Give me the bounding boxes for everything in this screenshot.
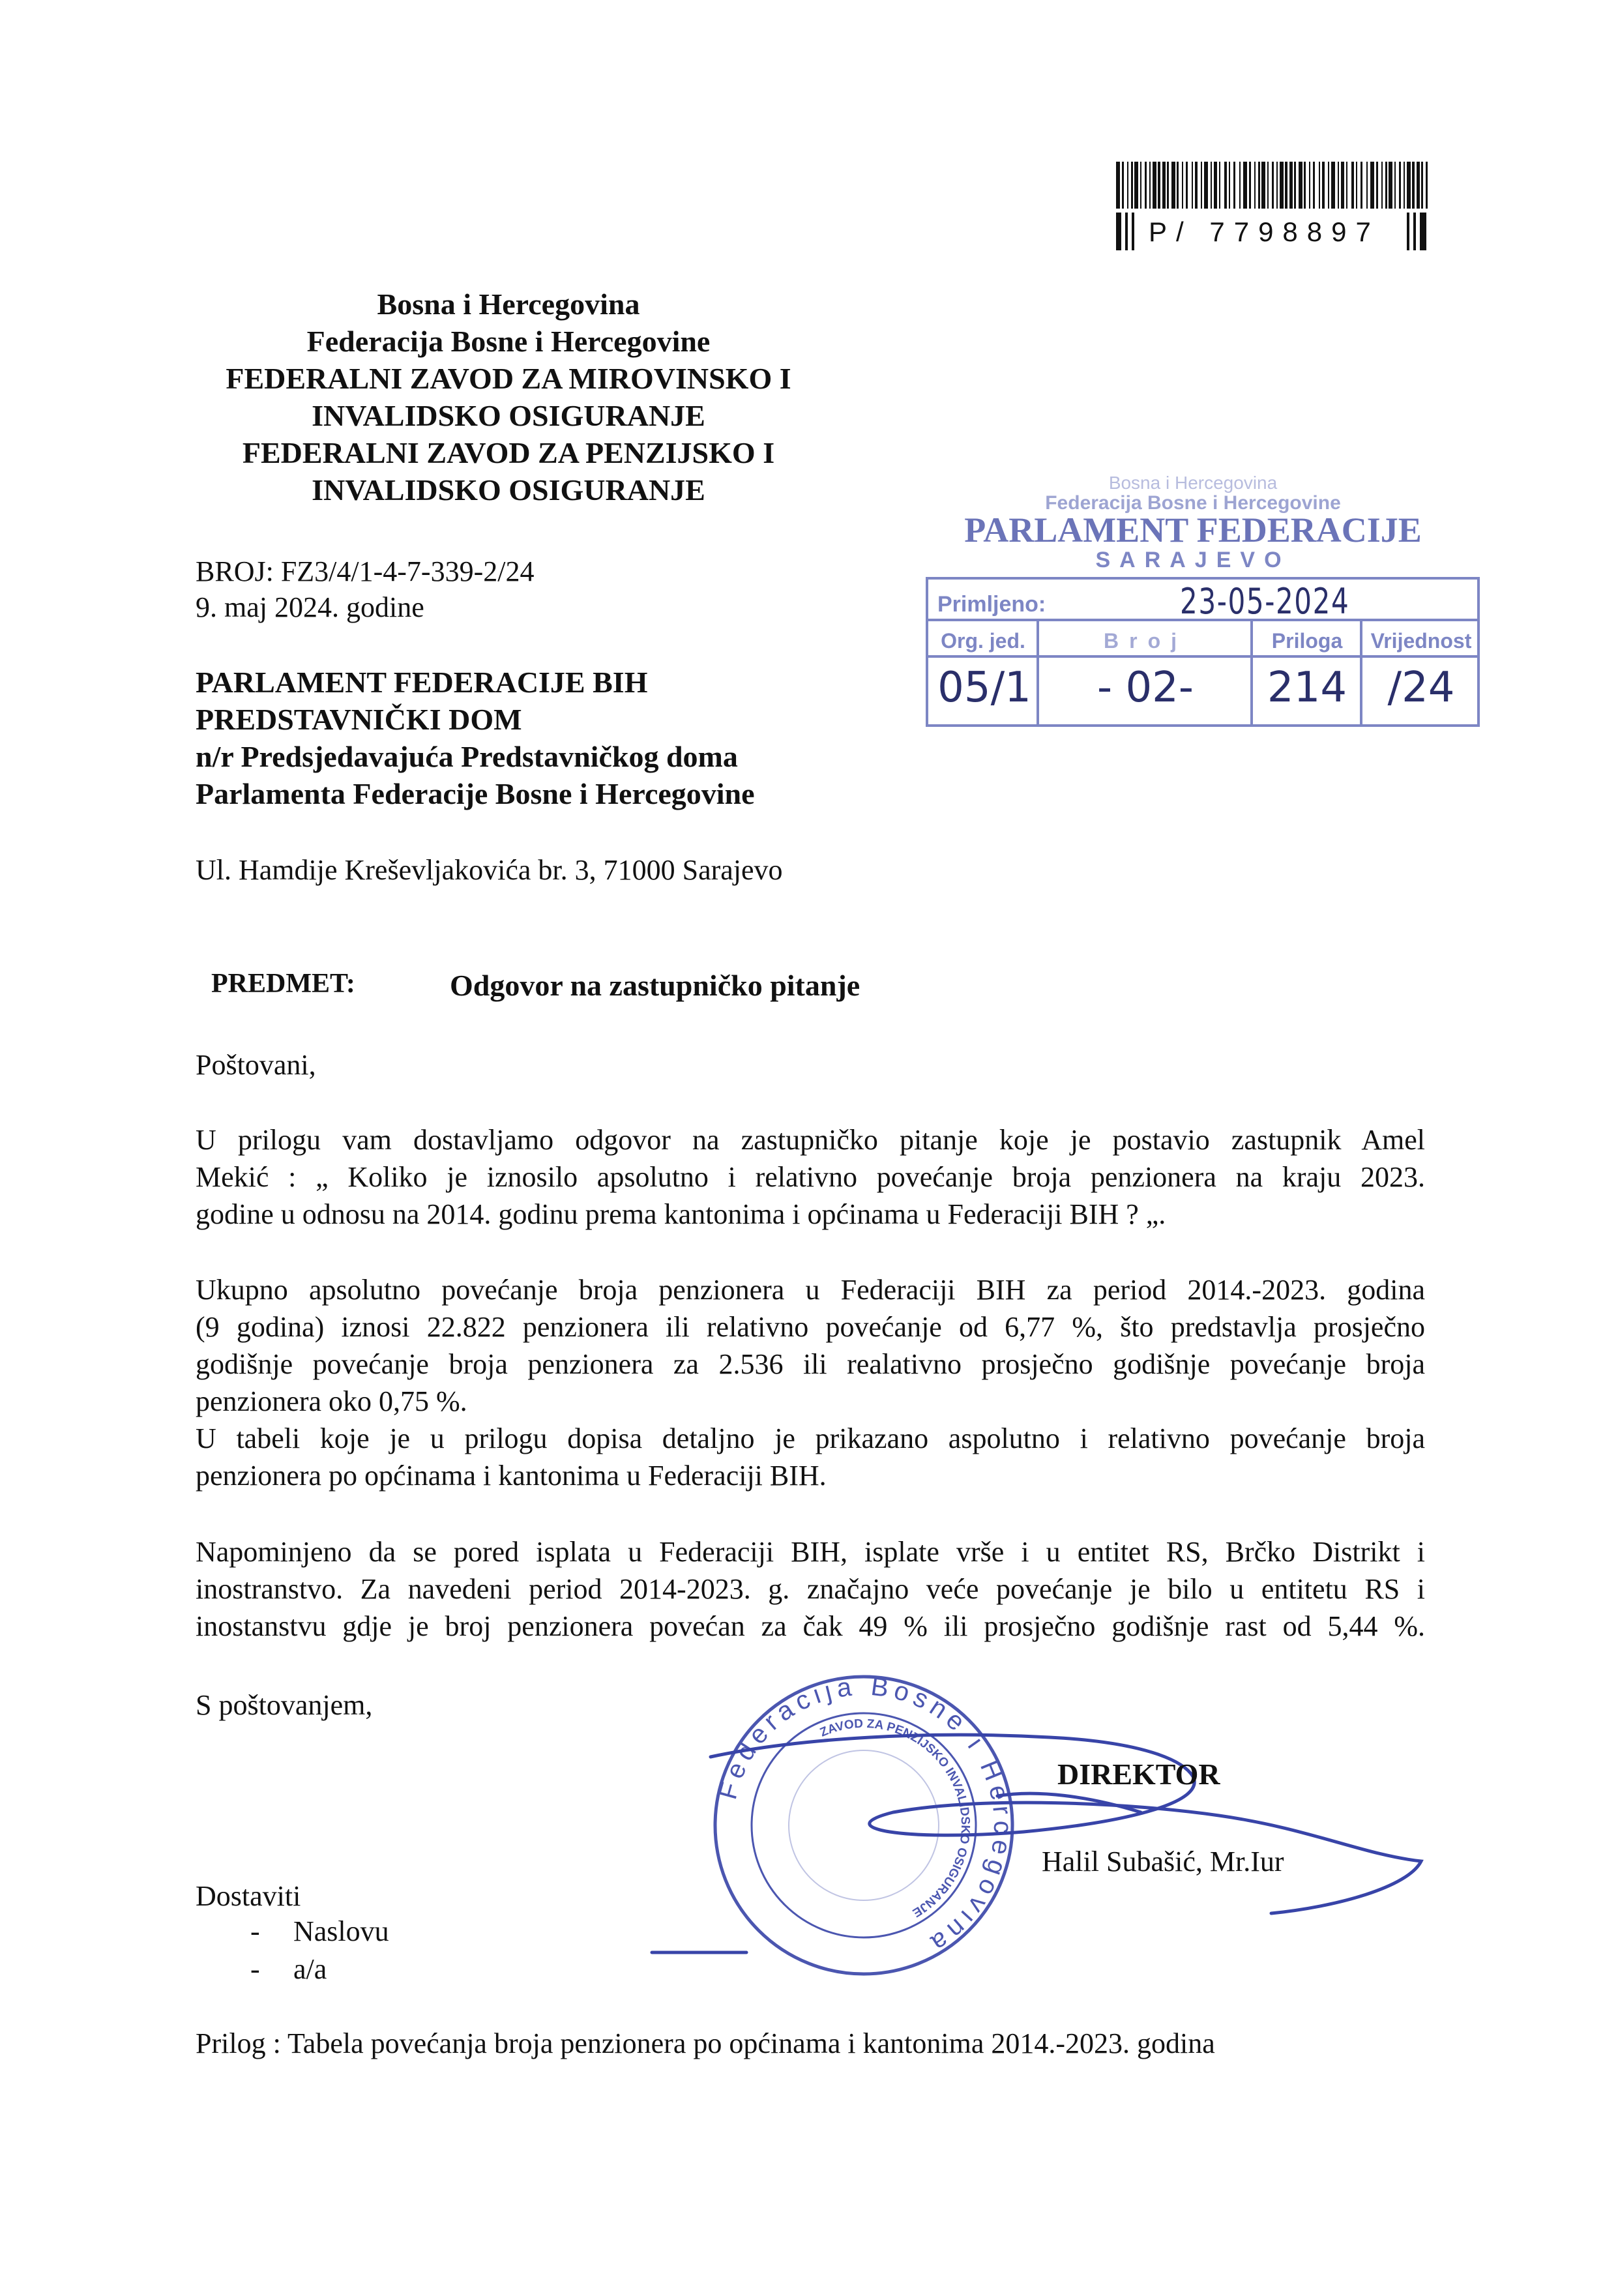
subject-text: Odgovor na zastupničko pitanje xyxy=(450,969,860,1002)
barcode-bar xyxy=(1309,162,1310,209)
barcode-bar xyxy=(1204,162,1208,209)
stamp-received-label: Primljeno: xyxy=(937,592,1046,617)
paragraph-line: penzionera po općinama i kantonima u Federaciji BIH. xyxy=(196,1460,827,1492)
stamp-col-attachments: Priloga xyxy=(1271,629,1343,653)
reference-number: BROJ: FZ3/4/1-4-7-339-2/24 xyxy=(196,555,535,587)
barcode-bar xyxy=(1145,162,1147,209)
barcode-bar xyxy=(1407,162,1411,209)
barcode-bar xyxy=(1338,162,1339,209)
handwritten-signature xyxy=(632,1698,1441,1972)
barcode-bar xyxy=(1201,162,1202,209)
barcode-bar xyxy=(1399,162,1401,209)
stamp-val-attachments: 214 xyxy=(1267,664,1347,712)
barcode-bar xyxy=(1381,162,1383,209)
barcode-bar xyxy=(1366,162,1368,209)
barcode-bar xyxy=(1294,162,1296,209)
barcode-bar xyxy=(1331,162,1335,209)
barcode-bar xyxy=(1389,162,1392,209)
barcode-bar xyxy=(1233,162,1235,209)
barcode-bar xyxy=(1356,162,1357,209)
stamp-val-number: - 02- xyxy=(1097,664,1194,712)
barcode-bar xyxy=(1267,162,1269,209)
paragraph-line: godine u odnosu na 2014. godinu prema kantonima i općinama u Federaciji BIH ? „. xyxy=(196,1198,1166,1230)
stamp-val-value: /24 xyxy=(1387,664,1455,712)
header-institution-line1: FEDERALNI ZAVOD ZA MIROVINSKO I xyxy=(226,362,791,395)
stamp-entity: Federacija Bosne i Hercegovine xyxy=(1045,492,1341,514)
barcode-bar xyxy=(1299,162,1302,209)
header-institution-line2: INVALIDSKO OSIGURANJE xyxy=(312,399,705,432)
header-institution-line3: FEDERALNI ZAVOD ZA PENZIJSKO I xyxy=(242,436,775,469)
barcode-bar xyxy=(1319,162,1320,209)
stamp-received-date: 23-05-2024 xyxy=(1180,581,1350,622)
barcode-bar xyxy=(1211,162,1212,209)
barcode-bar xyxy=(1116,162,1120,209)
header-entity: Federacija Bosne i Hercegovine xyxy=(306,325,711,358)
barcode-bar xyxy=(1149,162,1151,209)
barcode-bar xyxy=(1158,162,1160,209)
distribution-bullet: - xyxy=(250,1953,260,1985)
paragraph-line: inostanstvu gdje je broj penzionera povećan za čak 49 % ili prosječno godišnje rast od 5,44 %. xyxy=(196,1610,1425,1642)
barcode-bar xyxy=(1249,162,1251,209)
barcode-bar xyxy=(1313,162,1315,209)
barcode-bar xyxy=(1239,162,1241,209)
paragraph-line: inostranstvo. Za navedeni period 2014-2023. g. značajno veće povećanje je bilo u entitetu RS i xyxy=(196,1573,1425,1605)
distribution-item: Naslovu xyxy=(293,1915,389,1947)
barcode-bar xyxy=(1254,162,1256,209)
paragraph-line: U prilogu vam dostavljamo odgovor na zastupničko pitanje koje je postavio zastupnik Amel xyxy=(196,1124,1425,1156)
barcode-number: P/ 7798897 xyxy=(1149,216,1380,247)
barcode-bar xyxy=(1140,162,1141,209)
paragraph-line: Ukupno apsolutno povećanje broja penzionera u Federaciji BIH za period 2014.-2023. godina xyxy=(196,1274,1425,1306)
recipient-line4: Parlamenta Federacije Bosne i Hercegovine xyxy=(196,777,755,810)
barcode-bar xyxy=(1394,162,1396,209)
paragraph-line: (9 godina) iznosi 22.822 penzionera ili relativno povećanje od 6,77 %, što predstavlja prosječno xyxy=(196,1311,1425,1343)
barcode-bar xyxy=(1289,162,1293,209)
paragraph-notes xyxy=(196,1533,1425,1645)
barcode-bar xyxy=(1361,162,1362,209)
barcode-bar xyxy=(1370,162,1374,209)
barcode-bar xyxy=(1404,162,1405,209)
barcode-bar xyxy=(1412,162,1415,209)
signature-name: Halil Subašić, Mr.Iur xyxy=(1042,1846,1284,1877)
stamp-country: Bosna i Hercegovina xyxy=(1108,473,1278,493)
barcode-bar xyxy=(1177,162,1179,209)
barcode-bar xyxy=(1426,162,1428,209)
distribution-label: Dostaviti xyxy=(196,1880,301,1912)
barcode-bar xyxy=(1162,162,1166,209)
barcode-bar xyxy=(1182,162,1183,209)
barcode-bar xyxy=(1167,162,1169,209)
barcode-bar xyxy=(1122,162,1124,209)
barcode-bar xyxy=(1229,162,1230,209)
salutation: Poštovani, xyxy=(196,1049,316,1081)
stamp-val-org: 05/1 xyxy=(937,664,1031,712)
stamp-parliament: PARLAMENT FEDERACIJE xyxy=(964,510,1422,550)
distribution-item: a/a xyxy=(293,1953,327,1985)
barcode-bar xyxy=(1280,162,1284,209)
barcode-bar xyxy=(1328,162,1329,209)
sender-header xyxy=(169,286,847,508)
recipient-line2: PREDSTAVNIČKI DOM xyxy=(196,703,522,736)
paragraph-line: Napominjeno da se pored isplata u Federaciji BIH, isplate vrše i u entitet RS, Brčko Distrikt i xyxy=(196,1536,1425,1568)
recipient-address: Ul. Hamdije Kreševljakovića br. 3, 71000 Sarajevo xyxy=(196,854,783,886)
paragraph-statistics xyxy=(196,1271,1425,1494)
barcode-bar xyxy=(1195,162,1198,209)
barcode-bar xyxy=(1417,162,1420,209)
barcode-bar xyxy=(1351,162,1354,209)
barcode-bar xyxy=(1243,162,1247,209)
stamp-city: SARAJEVO xyxy=(1095,548,1291,572)
barcode-bar xyxy=(1219,162,1220,209)
distribution-bullet: - xyxy=(250,1915,260,1947)
barcode-bar xyxy=(1304,162,1306,209)
barcode-bar xyxy=(1224,162,1227,209)
paragraph-intro xyxy=(196,1121,1425,1233)
barcode-bar xyxy=(1192,162,1193,209)
recipient-line3: n/r Predsjedavajuća Predstavničkog doma xyxy=(196,740,738,773)
barcode-bar xyxy=(1322,162,1325,209)
barcode-bar xyxy=(1376,162,1378,209)
paragraph-line: U tabeli koje je u prilogu dopisa detaljno je prikazano aspolutno i relativno povećanje broja xyxy=(196,1422,1425,1454)
recipient-line1: PARLAMENT FEDERACIJE BIH xyxy=(196,666,648,699)
paragraph-line: Mekić : „ Koliko je iznosilo apsolutno i relativno povećanje broja penzionera na kraju 2023. xyxy=(196,1161,1425,1193)
barcode-bar xyxy=(1134,162,1138,209)
barcode-bar xyxy=(1153,162,1156,209)
attachment-note: Prilog : Tabela povećanja broja penzionera po općinama i kantonima 2014.-2023. godina xyxy=(196,2027,1215,2059)
paragraph-line: godišnje povećanje broja penzionera za 2.536 ili realativno prosječno godišnje povećanje broja xyxy=(196,1348,1425,1380)
stamp-col-org: Org. jed. xyxy=(941,629,1025,653)
barcode-bar xyxy=(1285,162,1287,209)
barcode-bar xyxy=(1346,162,1347,209)
barcode-bar xyxy=(1341,162,1344,209)
barcode-bar xyxy=(1186,162,1188,209)
document-date: 9. maj 2024. godine xyxy=(196,591,424,623)
barcode-bar xyxy=(1385,162,1387,209)
barcode-bar xyxy=(1258,162,1260,209)
barcode-bar xyxy=(1171,162,1175,209)
reception-stamp xyxy=(906,473,1493,746)
header-country: Bosna i Hercegovina xyxy=(377,287,640,321)
subject-label: PREDMET: xyxy=(211,969,355,999)
header-institution-line4: INVALIDSKO OSIGURANJE xyxy=(312,473,705,507)
seal-outer-text: Federacija Bosne i Hercegovina xyxy=(713,1672,1017,1960)
barcode-bar xyxy=(1276,162,1278,209)
closing: S poštovanjem, xyxy=(196,1689,373,1721)
barcode-bar xyxy=(1127,162,1128,209)
barcode-bar xyxy=(1214,162,1217,209)
signature-title: DIREKTOR xyxy=(1057,1758,1220,1791)
barcode-bar xyxy=(1131,162,1133,209)
stamp-col-number: Broj xyxy=(1104,629,1187,653)
barcode-bar xyxy=(1261,162,1265,209)
stamp-col-value: Vrijednost xyxy=(1370,629,1472,653)
barcode-bar xyxy=(1421,162,1423,209)
seal-inner-text: ZAVOD ZA PENZIJSKO INVALIDSKO OSIGURANJE xyxy=(817,1716,973,1920)
barcode-graphic xyxy=(1116,162,1428,209)
paragraph-line: penzionera oko 0,75 %. xyxy=(196,1385,467,1417)
barcode-bar xyxy=(1272,162,1274,209)
